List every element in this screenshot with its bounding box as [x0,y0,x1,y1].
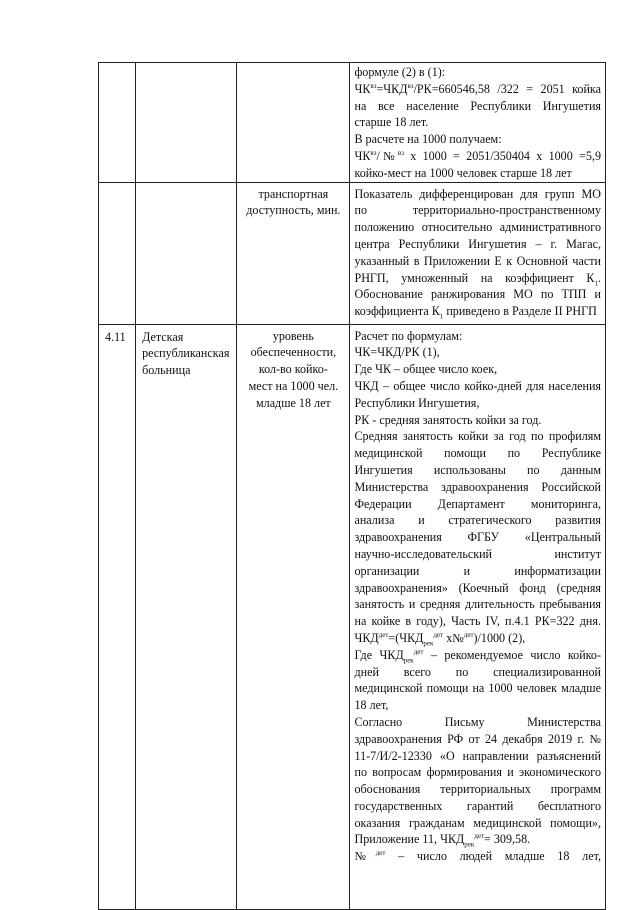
name-cell: Детская республиканская больница [136,324,237,909]
calculation-cell [350,63,606,183]
indicator-cell: уровень обеспеченности, кол-во койко- мест на 1000 чел. младше 18 лет [237,324,350,909]
name-cell [136,63,237,183]
number-cell [99,182,136,324]
name-cell [136,182,237,324]
calculation-cell: Расчет по формулам: ЧК=ЧКД/РК (1), Где ЧК – общее число коек, ЧКД – общее число койко-дней для населения Республики Ингушетия, РК - средняя занятость койки за год. Средняя занятость койки за год по профилям медицинской помощи по Республике Ингушетия использованы по данным Министерства здравоохранения Российской Федерации Департамент мониторинга, анализа и стратегического развития здравоохранения ФГБУ «Центральный научно-исследовательский институт организации и информатизации здравоохранения» (Коечный фонд (средняя занятость и средняя длительность пребывания на койке в году), Часть IV, п.4.1 РК=322 дня. $ЧКД^{дет}=(ЧКД_{рек}^{дет}$ х№$^{дет}$)/1000 (2), Где $ЧКД_{рек}^{дет}$ – рекомендуемое число койко- дней всего по специализированной медицинской помощи на 1000 человек младше 18 лет, Согласно Письму Министерства здравоохранения РФ от 24 декабря 2019 г. № 11-7/И/2-12330 «О направлении разъяснений по вопросам формирования и экономического обоснования территориальных программ государственных гарантий бесплатного оказания гражданам медицинской помощи», Приложение 11, $ЧКД_{рек}^{дет}= 309,58$. №$^{дет}$ – число людей младше 18 лет, [350,324,606,909]
indicator-cell [237,63,350,183]
table-row [99,324,606,909]
indicator-cell: транспортная доступность, мин. [237,182,350,324]
calc-line: $ЧК^{вз}=ЧКД^{вз}/РК=660546,58$ /322 = 2051 койка [354,81,601,96]
number-cell: 4.11 [99,324,136,909]
table-row [99,182,606,324]
number-cell [99,63,136,183]
calculation-cell: Показатель дифференцирован для групп МО по территориально-пространственному положению относительно административного центра Республики Ингушетия – г. Магас, указанный в Приложении Е к Основной части РНГП, умноженный на коэффициент $К_1$. Обоснование ранжирования МО по ТПП и коэффициента $К_1$ приведено в Разделе II РНГП [350,182,606,324]
calc-line: койко-мест на 1000 человек старше 18 лет [354,165,572,180]
calc-line: $ЧК^{вз}/№^{вз}$ х 1000 = 2051/350404 х 1000 =5,9 [354,148,601,163]
calc-line: старше 18 лет. [354,115,429,130]
table-row [99,63,606,183]
calc-line: формуле (2) в (1): [354,65,446,79]
calc-line: В расчете на 1000 получаем: [354,132,502,147]
norms-table [98,62,606,910]
calc-line: на все население Республики Ингушетия [354,98,601,113]
